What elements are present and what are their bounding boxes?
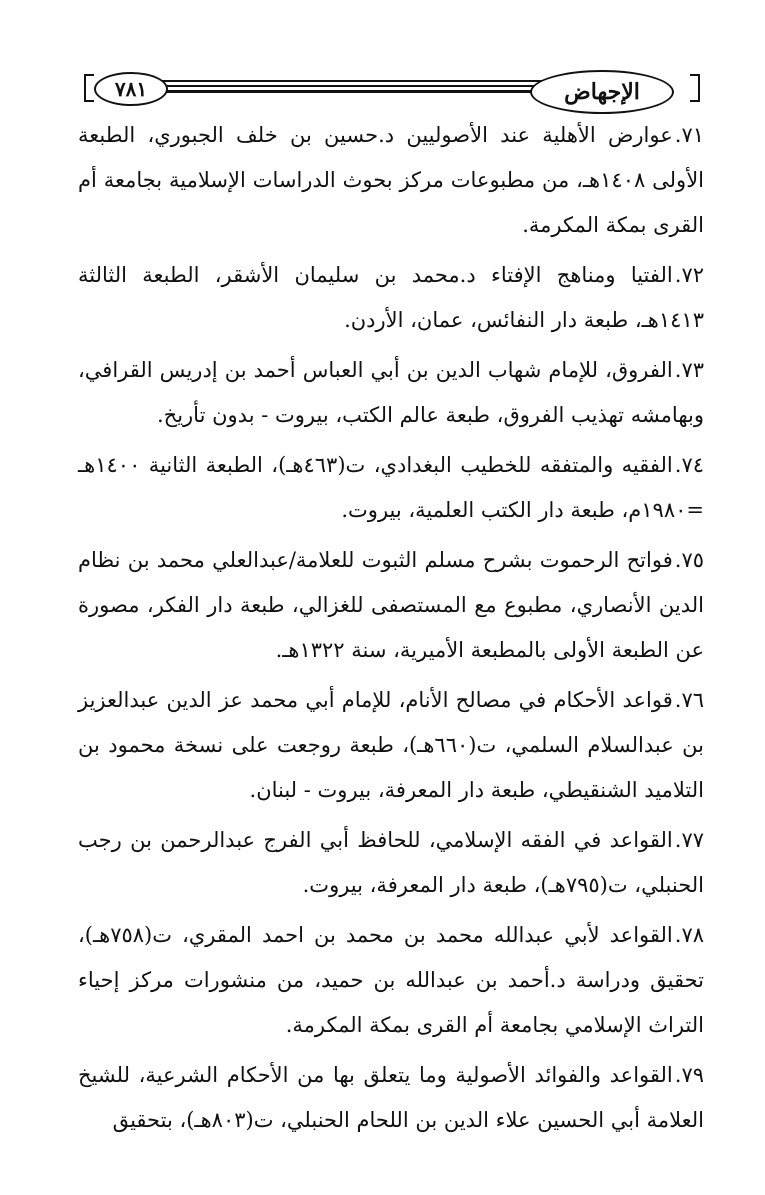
header-bracket-right [690, 74, 700, 102]
entry-number: ٧٢. [674, 263, 704, 287]
entry-number: ٧٣. [674, 358, 704, 382]
page-number: ٧٨١ [94, 72, 168, 106]
entry-number: ٧٤. [674, 453, 704, 477]
entry-number: ٧١. [674, 123, 704, 147]
entry-number: ٧٥. [674, 548, 704, 572]
entry-text: الفروق، للإمام شهاب الدين بن أبي العباس أحمد بن إدريس القرافي، وبهامشه تهذيب الفروق، طبعة عالم الكتب، بيروت - بدون تأريخ. [78, 358, 704, 427]
bibliography-list [78, 113, 704, 1148]
bibliography-entry [78, 443, 704, 533]
entry-text: الفتيا ومناهج الإفتاء د.محمد بن سليمان الأشقر، الطبعة الثالثة ١٤١٣هـ، طبعة دار النفائس، عمان، الأردن. [78, 263, 704, 332]
bibliography-entry [78, 348, 704, 438]
entry-text: القواعد في الفقه الإسلامي، للحافظ أبي الفرج عبدالرحمن بن رجب الحنبلي، ت(٧٩٥هـ)، طبعة دار المعرفة، بيروت. [78, 828, 704, 897]
entry-text: القواعد والفوائد الأصولية وما يتعلق بها من الأحكام الشرعية، للشيخ العلامة أبي الحسين علاء الدين بن اللحام الحنبلي، ت(٨٠٣هـ)، بتحقيق [78, 1063, 704, 1132]
entry-text: القواعد لأبي عبدالله محمد بن محمد بن احمد المقري، ت(٧٥٨هـ)، تحقيق ودراسة د.أحمد بن عبدالله بن حميد، من منشورات مركز إحياء التراث الإسلامي بجامعة أم القرى بمكة المكرمة. [78, 923, 704, 1037]
bibliography-entry [78, 818, 704, 908]
bibliography-entry [78, 678, 704, 813]
entry-text: قواعد الأحكام في مصالح الأنام، للإمام أبي محمد عز الدين عبدالعزيز بن عبدالسلام السلمي، ت(٦٦٠هـ)، طبعة روجعت على نسخة محمود بن التلاميد الشنقيطي، طبعة دار المعرفة، بيروت - لبنان. [78, 688, 704, 802]
bibliography-entry [78, 1053, 704, 1143]
bibliography-entry [78, 538, 704, 673]
chapter-title: الإجهاض [530, 70, 674, 114]
entry-number: ٧٦. [674, 688, 704, 712]
bibliography-entry [78, 913, 704, 1048]
entry-number: ٧٨. [674, 923, 704, 947]
entry-number: ٧٩. [674, 1063, 704, 1087]
entry-text: فواتح الرحموت بشرح مسلم الثبوت للعلامة/عبدالعلي محمد بن نظام الدين الأنصاري، مطبوع مع المستصفى للغزالي، طبعة دار الفكر، مصورة عن الطبعة الأولى بالمطبعة الأميرية، سنة ١٣٢٢هـ. [78, 548, 704, 662]
entry-number: ٧٧. [674, 828, 704, 852]
header-bracket-left [84, 74, 94, 102]
bibliography-entry [78, 113, 704, 248]
entry-text: عوارض الأهلية عند الأصوليين د.حسين بن خلف الجبوري، الطبعة الأولى ١٤٠٨هـ، من مطبوعات مركز بحوث الدراسات الإسلامية بجامعة أم القرى بمكة المكرمة. [78, 123, 704, 237]
page-header [84, 70, 700, 110]
bibliography-entry [78, 253, 704, 343]
entry-text: الفقيه والمتفقه للخطيب البغدادي، ت(٤٦٣هـ)، الطبعة الثانية ١٤٠٠هـ =١٩٨٠م، طبعة دار الكتب العلمية، بيروت. [78, 453, 704, 522]
